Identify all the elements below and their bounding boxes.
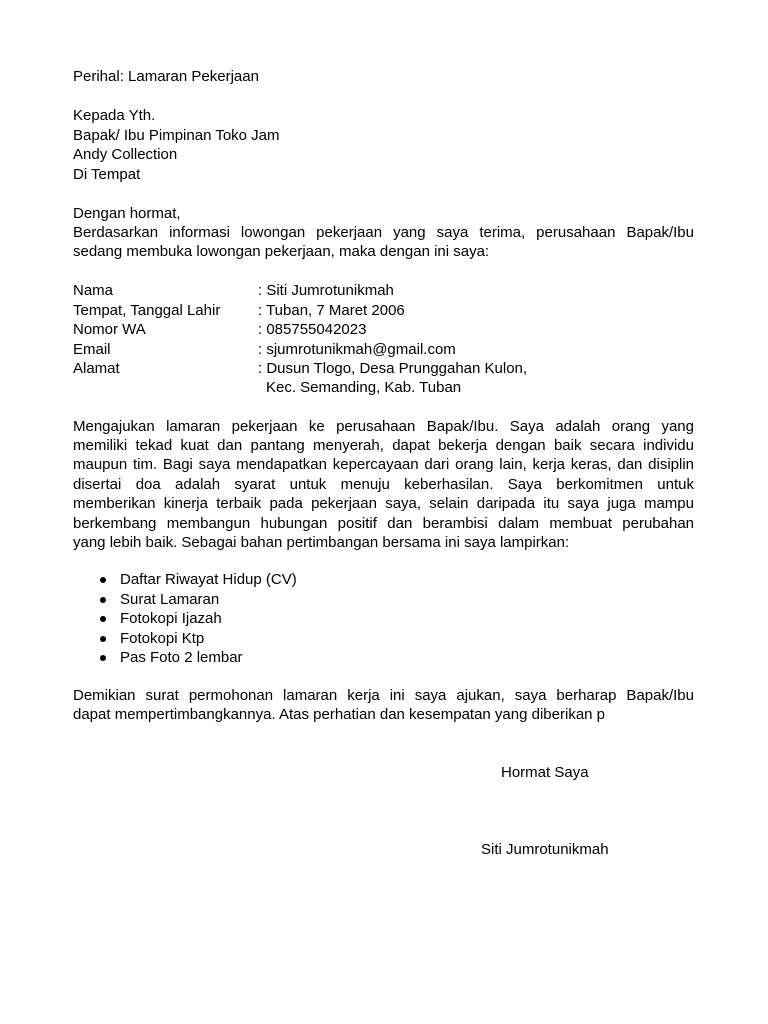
body-paragraph (73, 417, 694, 553)
bullet-icon (100, 597, 106, 603)
field-value-address-continued: Kec. Semanding, Kab. Tuban (266, 379, 462, 396)
field-value-email: : sjumrotunikmah@gmail.com (258, 340, 456, 358)
greeting: Dengan hormat, (73, 204, 181, 222)
closing-paragraph (73, 686, 694, 725)
body-line: memiliki tekad kuat dan pantang menyerah, dapat bekerja dengan baik secara individu (73, 436, 694, 454)
field-label-phone: Nomor WA (73, 321, 146, 338)
recipient-line-1: Kepada Yth. (73, 107, 156, 124)
recipient-line-2: Bapak/ Ibu Pimpinan Toko Jam (73, 126, 280, 144)
field-value-birth: : Tuban, 7 Maret 2006 (258, 301, 405, 319)
body-line: memberikan kinerja terbaik pada pekerjaan saya, selain daripada itu saya juga mampu (73, 495, 694, 513)
bullet-icon (100, 636, 106, 642)
intro-line: sedang membuka lowongan pekerjaan, maka dengan ini saya: (73, 243, 490, 261)
body-line: disertai doa adalah syarat untuk menuju keberhasilan. Saya berkomitmen untuk (73, 475, 694, 493)
field-value-name: : Siti Jumrotunikmah (258, 282, 394, 299)
attachment-item: Fotokopi Ijazah (120, 610, 222, 627)
recipient-line-3: Andy Collection (73, 146, 178, 163)
body-line: maupun tim. Bagi saya mendapatkan kepercayaan dari orang lain, kerja keras, dan disiplin (73, 456, 694, 474)
field-label-name: Nama (73, 282, 114, 299)
sign-off: Hormat Saya (501, 764, 589, 781)
attachment-item: Daftar Riwayat Hidup (CV) (120, 571, 297, 588)
field-label-address: Alamat (73, 359, 120, 377)
bullet-icon (100, 616, 106, 622)
attachment-item: Fotokopi Ktp (120, 629, 205, 647)
signer-name: Siti Jumrotunikmah (481, 841, 609, 858)
attachment-item: Pas Foto 2 lembar (120, 649, 243, 666)
body-line: berkembang membangun hubungan positif dan berambisi dalam membuat perubahan (73, 514, 694, 532)
attachment-item: Surat Lamaran (120, 590, 220, 608)
body-line: Mengajukan lamaran pekerjaan ke perusahaan Bapak/Ibu. Saya adalah orang yang (73, 417, 694, 435)
closing-line: Demikian surat permohonan lamaran kerja ini saya ajukan, saya berharap Bapak/Ibu (73, 686, 694, 704)
letter-subject: Perihal: Lamaran Pekerjaan (73, 68, 259, 85)
field-label-birth: Tempat, Tanggal Lahir (73, 301, 221, 319)
intro-line: Berdasarkan informasi lowongan pekerjaan yang saya terima, perusahaan Bapak/Ibu (73, 224, 694, 241)
bullet-icon (100, 577, 106, 583)
bullet-icon (100, 655, 106, 661)
intro-paragraph (73, 223, 694, 262)
field-value-phone: : 085755042023 (258, 321, 367, 338)
recipient-line-4: Di Tempat (73, 165, 141, 183)
field-label-email: Email (73, 340, 111, 358)
body-line: yang lebih baik. Sebagai bahan pertimbangan bersama ini saya lampirkan: (73, 533, 570, 551)
field-value-address: : Dusun Tlogo, Desa Prunggahan Kulon, (258, 359, 528, 377)
closing-line: dapat mempertimbangkannya. Atas perhatian dan kesempatan yang diberikan p (73, 705, 606, 723)
